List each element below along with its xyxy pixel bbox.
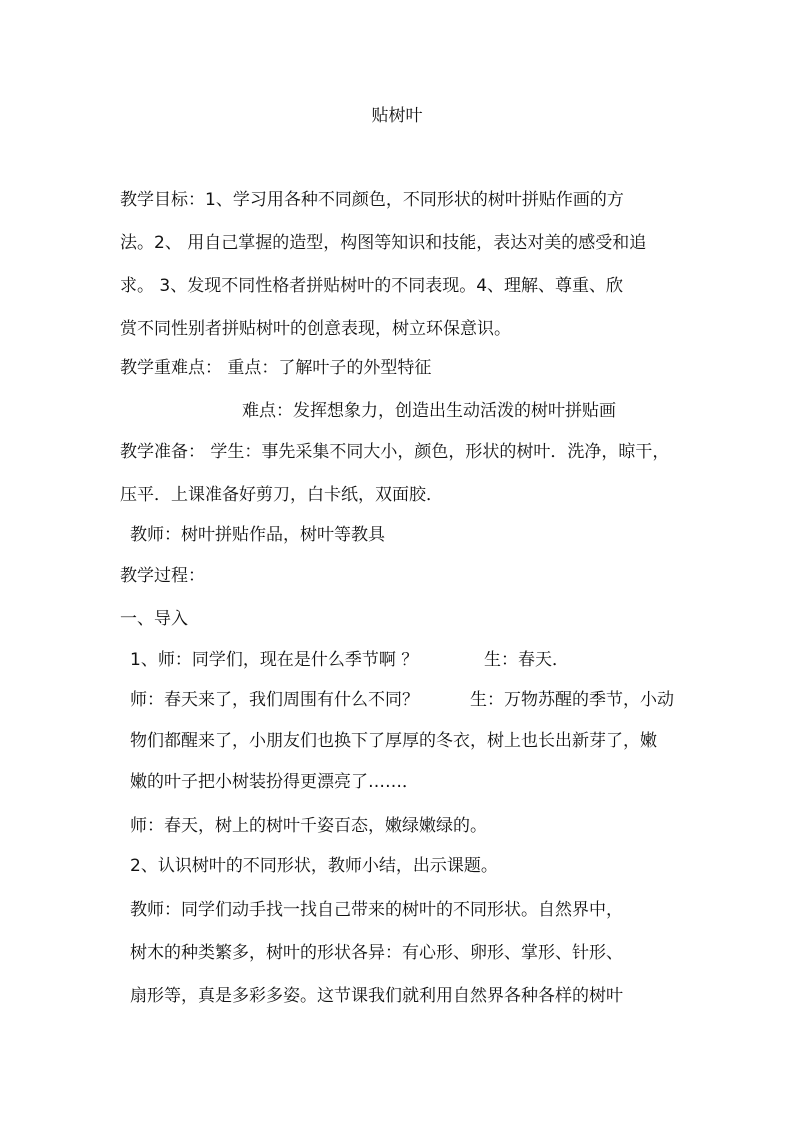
teacher-summary-line-1: 教师：同学们动手找一找自己带来的树叶的不同形状。自然界中， <box>130 900 623 920</box>
objective-line-3: 求。 3、发现不同性格者拼贴树叶的不同表现。4、理解、尊重、欣 <box>120 276 624 296</box>
teacher-summary-line-3: 扇形等，真是多彩多姿。这节课我们就利用自然界各种各样的树叶 <box>130 986 623 1006</box>
dialogue-teacher-2: 师：春天来了，我们周围有什么不同？ <box>130 690 419 710</box>
dialogue-student-2: 生：万物苏醒的季节，小动 <box>470 690 674 710</box>
teacher-preparation-line: 教师：树叶拼贴作品，树叶等教具 <box>130 525 385 545</box>
objective-line-2: 法。2、 用自己掌握的造型，构图等知识和技能，表达对美的感受和追 <box>120 233 647 253</box>
difficult-points-line: 难点：发挥想象力，创造出生动活泼的树叶拼贴画 <box>242 401 616 421</box>
dialogue-teacher-1: 1、师：同学们，现在是什么季节啊 ？ <box>130 650 419 670</box>
step-2-heading: 2、认识树叶的不同形状，教师小结，出示课题。 <box>130 856 498 876</box>
objective-line-1: 教学目标：1、学习用各种不同颜色，不同形状的树叶拼贴作画的方 <box>120 190 624 210</box>
teacher-summary-line-2: 树木的种类繁多，树叶的形状各异：有心形、卵形、掌形、针形、 <box>130 943 623 963</box>
preparation-line-1: 教学准备： 学生：事先采集不同大小，颜色，形状的树叶．洗净，晾干， <box>120 442 670 462</box>
dialogue-student-2-cont-1: 物们都醒来了，小朋友们也换下了厚厚的冬衣，树上也长出新芽了，嫩 <box>130 731 657 751</box>
objective-line-4: 赏不同性别者拼贴树叶的创意表现，树立环保意识。 <box>120 319 511 339</box>
process-heading: 教学过程： <box>120 566 205 586</box>
key-points-line: 教学重难点： 重点：了解叶子的外型特征 <box>120 358 432 378</box>
dialogue-teacher-3: 师：春天，树上的树叶千姿百态，嫩绿嫩绿的。 <box>130 816 487 836</box>
section-heading-intro: 一、导入 <box>120 609 188 629</box>
dialogue-student-2-cont-2: 嫩的叶子把小树装扮得更漂亮了……． <box>130 772 419 792</box>
dialogue-student-1: 生：春天． <box>484 650 569 670</box>
preparation-line-2: 压平．上课准备好剪刀，白卡纸，双面胶． <box>120 485 443 505</box>
document-title: 贴树叶 <box>371 106 423 126</box>
